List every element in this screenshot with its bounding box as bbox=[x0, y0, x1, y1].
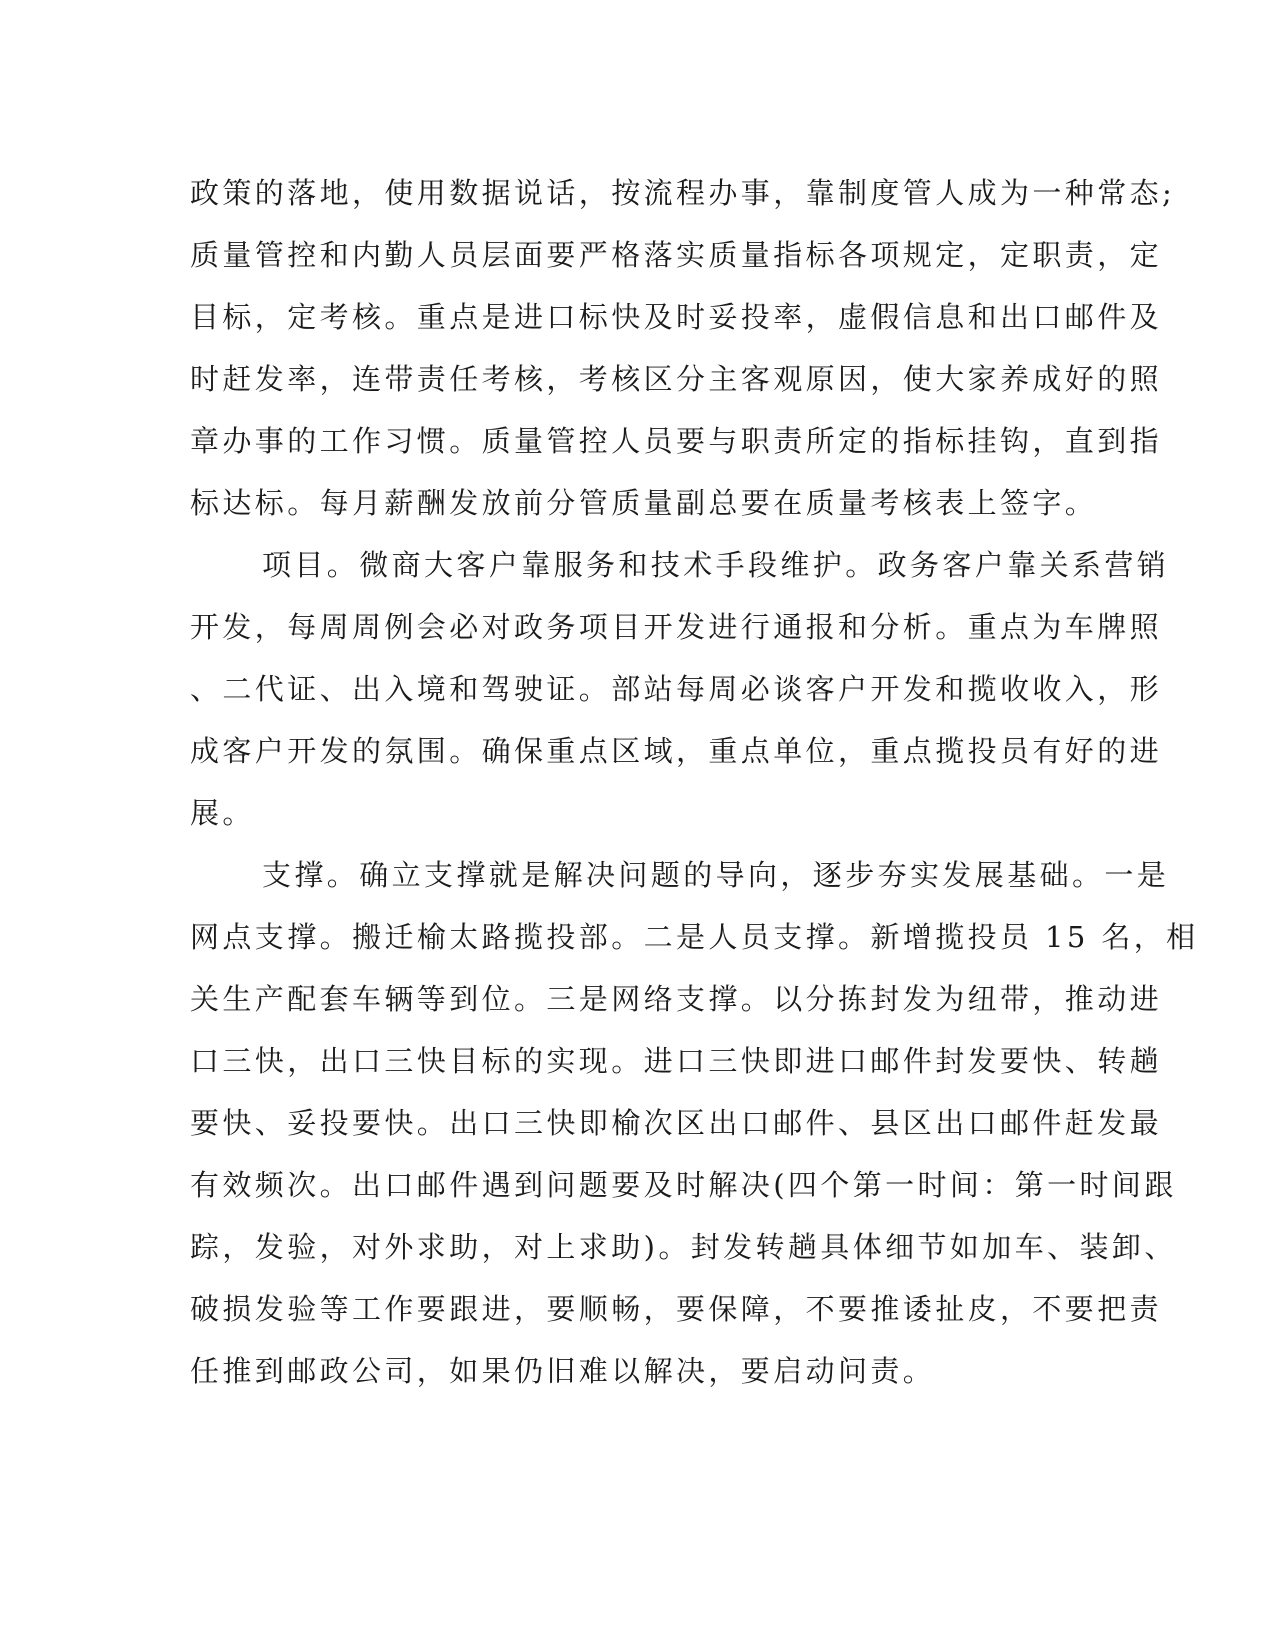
text-line: 项目。微商大客户靠服务和技术手段维护。政务客户靠关系营销 bbox=[262, 548, 1170, 582]
text-line: 有效频次。出口邮件遇到问题要及时解决(四个第一时间：第一时间跟 bbox=[190, 1168, 1177, 1202]
text-line: 展。 bbox=[190, 796, 255, 830]
text-line: 时赶发率，连带责任考核，考核区分主客观原因，使大家养成好的照 bbox=[190, 362, 1163, 396]
text-line: 任推到邮政公司，如果仍旧难以解决，要启动问责。 bbox=[190, 1354, 936, 1388]
text-line: 关生产配套车辆等到位。三是网络支撑。以分拣封发为纽带，推动进 bbox=[190, 982, 1163, 1016]
text-line: 网点支撑。搬迁榆太路揽投部。二是人员支撑。新增揽投员 15 名，相 bbox=[190, 920, 1199, 954]
paragraph-quality-control bbox=[190, 162, 1176, 534]
document-body bbox=[190, 162, 1199, 1402]
text-line: 开发，每周周例会必对政务项目开发进行通报和分析。重点为车牌照 bbox=[190, 610, 1163, 644]
text-line: 章办事的工作习惯。质量管控人员要与职责所定的指标挂钩，直到指 bbox=[190, 424, 1163, 458]
text-line: 成客户开发的氛围。确保重点区域，重点单位，重点揽投员有好的进 bbox=[190, 734, 1163, 768]
text-line: 目标，定考核。重点是进口标快及时妥投率，虚假信息和出口邮件及 bbox=[190, 300, 1163, 334]
text-line: 标达标。每月薪酬发放前分管质量副总要在质量考核表上签字。 bbox=[190, 486, 1098, 520]
text-line: 、二代证、出入境和驾驶证。部站每周必谈客户开发和揽收收入，形 bbox=[190, 672, 1163, 706]
paragraph-support bbox=[190, 844, 1199, 1402]
text-line: 政策的落地，使用数据说话，按流程办事，靠制度管人成为一种常态; bbox=[190, 176, 1176, 210]
paragraph-projects bbox=[190, 534, 1170, 844]
text-line: 踪，发验，对外求助，对上求助)。封发转趟具体细节如加车、装卸、 bbox=[190, 1230, 1177, 1264]
text-line: 支撑。确立支撑就是解决问题的导向，逐步夯实发展基础。一是 bbox=[262, 858, 1170, 892]
text-line: 口三快，出口三快目标的实现。进口三快即进口邮件封发要快、转趟 bbox=[190, 1044, 1163, 1078]
text-line: 破损发验等工作要跟进，要顺畅，要保障，不要推诿扯皮，不要把责 bbox=[190, 1292, 1163, 1326]
text-line: 要快、妥投要快。出口三快即榆次区出口邮件、县区出口邮件赶发最 bbox=[190, 1106, 1163, 1140]
text-line: 质量管控和内勤人员层面要严格落实质量指标各项规定，定职责，定 bbox=[190, 238, 1163, 272]
